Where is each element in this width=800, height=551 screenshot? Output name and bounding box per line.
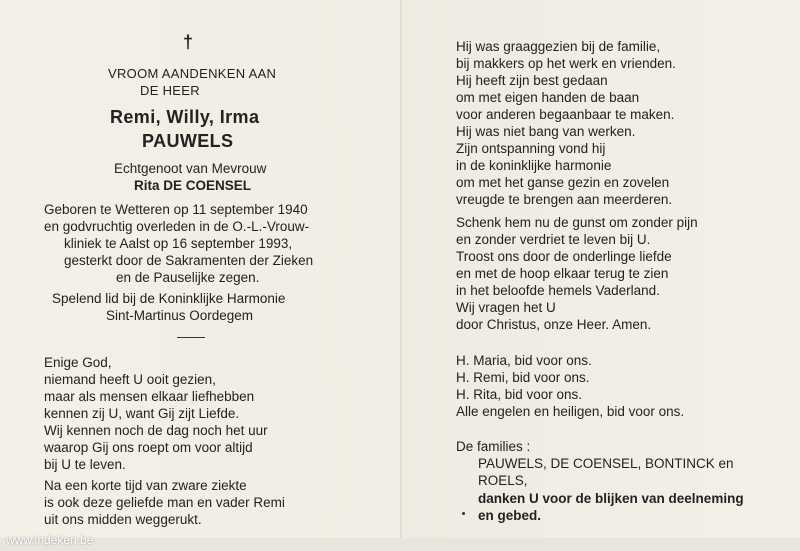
families-line: ROELS, xyxy=(478,473,528,488)
prayer-line: door Christus, onze Heer. Amen. xyxy=(456,317,652,332)
invocation-line: Alle engelen en heiligen, bid voor ons. xyxy=(456,404,685,419)
heading-line-2: DE HEER xyxy=(140,83,200,98)
poem-line: bij makkers op het werk en vrienden. xyxy=(456,56,676,71)
cross-icon: † xyxy=(182,32,193,52)
poem-line: Hij was niet bang van werken. xyxy=(456,124,636,139)
bio-line: en godvruchtig overleden in de O.-L.-Vrouw- xyxy=(44,219,310,234)
invocation-line: H. Maria, bid voor ons. xyxy=(456,353,592,368)
prayer-line: Troost ons door de onderlinge liefde xyxy=(456,249,672,264)
poem-line: vreugde te brengen aan meerderen. xyxy=(456,192,673,207)
bio-line: Geboren te Wetteren op 11 september 1940 xyxy=(44,202,308,217)
thanks-line: en gebed. xyxy=(478,508,542,523)
bio-line: en de Pauselijke zegen. xyxy=(116,270,260,285)
prayer-line: Schenk hem nu de gunst om zonder pijn xyxy=(456,215,698,230)
poem-line: Hij heeft zijn best gedaan xyxy=(456,73,608,88)
prayer-line: in het beloofde hemels Vaderland. xyxy=(456,283,660,298)
spouse-intro: Echtgenoot van Mevrouw xyxy=(114,161,267,176)
member-line: Spelend lid bij de Koninklijke Harmonie xyxy=(52,291,286,306)
invocation-line: H. Rita, bid voor ons. xyxy=(456,387,583,402)
prayer-line: waarop Gij ons roept om voor altijd xyxy=(44,440,253,455)
spouse-name: Rita DE COENSEL xyxy=(134,178,252,193)
prayer-line: en met de hoop elkaar terug te zien xyxy=(456,266,669,281)
surname: PAUWELS xyxy=(142,131,234,151)
closing-line: uit ons midden weggerukt. xyxy=(44,512,202,527)
section-divider xyxy=(177,337,205,338)
prayer-line: bij U te leven. xyxy=(44,457,126,472)
poem-line: om met eigen handen de baan xyxy=(456,90,640,105)
bio-line: gesterkt door de Sakramenten der Zieken xyxy=(64,253,314,268)
closing-line: Na een korte tijd van zware ziekte xyxy=(44,478,247,493)
closing-line: is ook deze geliefde man en vader Remi xyxy=(44,495,285,510)
invocation-line: H. Remi, bid voor ons. xyxy=(456,370,590,385)
thanks-line: danken U voor de blijken van deelneming xyxy=(478,491,744,506)
ink-dot xyxy=(462,512,465,515)
right-page xyxy=(402,0,800,551)
poem-line: Hij was graaggezien bij de familie, xyxy=(456,39,661,54)
prayer-line: niemand heeft U ooit gezien, xyxy=(44,372,216,387)
families-label: De families : xyxy=(456,439,531,454)
poem-line: voor anderen begaanbaar te maken. xyxy=(456,107,675,122)
prayer-line: en zonder verdriet te leven bij U. xyxy=(456,232,651,247)
prayer-line: Wij kennen noch de dag noch het uur xyxy=(44,423,268,438)
prayer-line: maar als mensen elkaar liefhebben xyxy=(44,389,255,404)
bio-line: kliniek te Aalst op 16 september 1993, xyxy=(64,236,293,251)
prayer-line: Enige God, xyxy=(44,355,112,370)
poem-line: in de koninklijke harmonie xyxy=(456,158,612,173)
prayer-line: Wij vragen het U xyxy=(456,300,556,315)
heading-line-1: VROOM AANDENKEN AAN xyxy=(108,66,277,81)
poem-line: om met het ganse gezin en zovelen xyxy=(456,175,670,190)
member-line: Sint-Martinus Oordegem xyxy=(106,308,254,323)
watermark: www.indeken.be xyxy=(6,533,94,547)
poem-line: Zijn ontspanning vond hij xyxy=(456,141,606,156)
families-line: PAUWELS, DE COENSEL, BONTINCK en xyxy=(478,456,734,471)
prayer-line: kennen zij U, want Gij zijt Liefde. xyxy=(44,406,240,421)
first-names: Remi, Willy, Irma xyxy=(110,107,260,127)
